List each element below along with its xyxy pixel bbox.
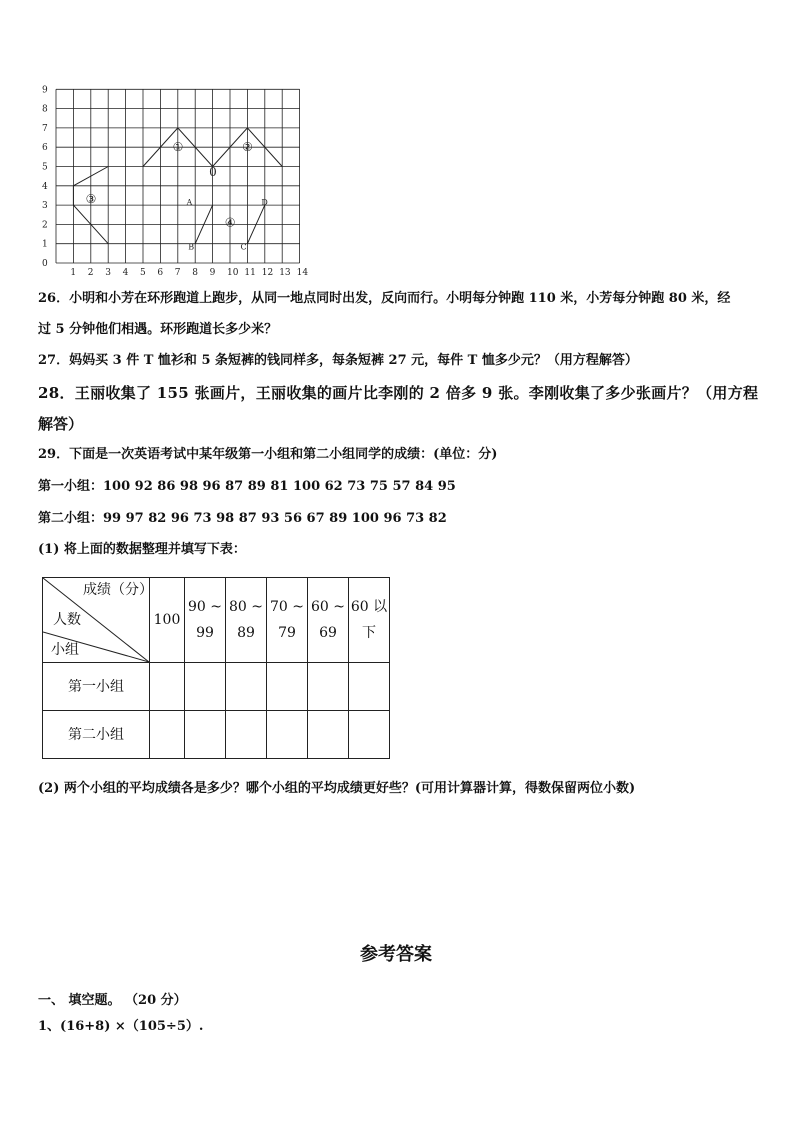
y-axis-tick-label: 7 — [42, 123, 48, 134]
x-axis-tick-label: 13 — [279, 268, 291, 278]
blank-cell — [150, 711, 185, 759]
x-axis-tick-label: 3 — [105, 268, 111, 278]
question-28-line2: 解答） — [38, 415, 84, 433]
y-axis-tick-label: 0 — [42, 259, 48, 269]
x-axis-tick-label: 2 — [87, 268, 94, 278]
y-axis-tick-label: 9 — [42, 85, 48, 96]
group2-scores: 第二小组：99 97 82 96 73 98 87 93 56 67 89 100 96 73 82 — [38, 511, 447, 526]
blank-cell — [226, 663, 267, 711]
answer-section-heading: 一、 填空题。 （20 分） — [38, 993, 187, 1008]
table-row — [43, 663, 390, 711]
shape-label: A — [186, 198, 193, 208]
header-group-label: 小组 — [51, 642, 79, 658]
column-header: 80 ~ 89 — [226, 578, 267, 663]
blank-cell — [349, 663, 390, 711]
column-header: 60 ~ 69 — [308, 578, 349, 663]
shape-label: D — [261, 198, 268, 208]
blank-cell — [308, 663, 349, 711]
row-header: 第二小组 — [43, 711, 150, 759]
x-axis-tick-label: 12 — [261, 268, 274, 278]
x-axis-tick-label: 11 — [244, 268, 256, 278]
group1-scores: 第一小组：100 92 86 98 96 87 89 81 100 62 73 75 57 84 95 — [38, 479, 456, 494]
blank-cell — [226, 711, 267, 759]
y-axis-tick-label: 8 — [42, 104, 48, 115]
shape-label: ③ — [85, 192, 97, 207]
shape-label: 0 — [209, 165, 217, 180]
question-26-line2: 过 5 分钟他们相遇。环形跑道长多少米？ — [38, 322, 278, 337]
y-axis-tick-label: 5 — [42, 162, 48, 173]
part-2-question: (2) 两个小组的平均成绩各是多少？哪个小组的平均成绩更好些？(可用计算器计算，得数保留两位小数) — [38, 781, 636, 796]
question-26-line1: 26．小明和小芳在环形跑道上跑步，从同一地点同时出发，反向而行。小明每分钟跑 110 米，小芳每分钟跑 80 米，经 — [38, 291, 731, 306]
shape-label: B — [188, 242, 195, 252]
row-header: 第一小组 — [43, 663, 150, 711]
header-people-label: 人数 — [53, 612, 81, 628]
grid-lines — [56, 89, 300, 263]
blank-cell — [185, 663, 226, 711]
header-score-label: 成绩（分） — [83, 582, 153, 598]
blank-cell — [349, 711, 390, 759]
x-axis-tick-label: 10 — [227, 268, 239, 278]
blank-cell — [267, 711, 308, 759]
answer-1: 1、(16+8) ×（105÷5）. — [38, 1019, 204, 1034]
table-row — [43, 711, 390, 759]
y-axis-tick-label: 1 — [42, 239, 48, 250]
question-29: 29．下面是一次英语考试中某年级第一小组和第二小组同学的成绩：(单位：分) — [38, 447, 498, 462]
diagonal-header-cell — [43, 578, 153, 663]
question-27: 27．妈妈买 3 件 T 恤衫和 5 条短裤的钱同样多，每条短裤 27 元，每件 T 恤多少元？（用方程解答） — [38, 353, 638, 368]
x-axis-tick-label: 14 — [296, 268, 308, 278]
blank-cell — [308, 711, 349, 759]
shape-label: ④ — [224, 215, 236, 230]
blank-cell — [185, 711, 226, 759]
x-axis-tick-label: 4 — [122, 268, 129, 278]
coordinate-grid-figure — [38, 80, 308, 280]
x-axis-tick-label: 9 — [209, 268, 216, 278]
x-axis-tick-label: 7 — [174, 268, 181, 278]
x-axis-tick-label: 6 — [157, 268, 164, 278]
y-axis-tick-label: 3 — [42, 201, 48, 212]
part-1-instruction: (1) 将上面的数据整理并填写下表： — [38, 542, 246, 557]
table-header-row — [43, 578, 390, 663]
blank-cell — [150, 663, 185, 711]
blank-cell — [267, 663, 308, 711]
answer-title: 参考答案 — [360, 944, 432, 965]
x-axis-tick-label: 5 — [140, 268, 146, 278]
shape-label: ① — [172, 140, 184, 155]
x-axis-tick-label: 8 — [192, 268, 198, 278]
y-axis-tick-label: 2 — [42, 220, 48, 231]
score-table — [42, 577, 390, 759]
column-header: 100 — [150, 578, 185, 663]
column-header: 60 以下 — [349, 578, 390, 663]
x-axis-tick-label: 1 — [70, 268, 77, 278]
column-header: 70 ~ 79 — [267, 578, 308, 663]
shape-label: ② — [242, 140, 253, 155]
shape-label: C — [240, 242, 247, 252]
y-axis-tick-label: 4 — [42, 181, 48, 192]
column-header: 90 ~ 99 — [185, 578, 226, 663]
question-28-line1: 28．王丽收集了 155 张画片，王丽收集的画片比李刚的 2 倍多 9 张。李刚收集了多少张画片？（用方程 — [38, 384, 759, 402]
y-axis-tick-label: 6 — [42, 143, 48, 154]
